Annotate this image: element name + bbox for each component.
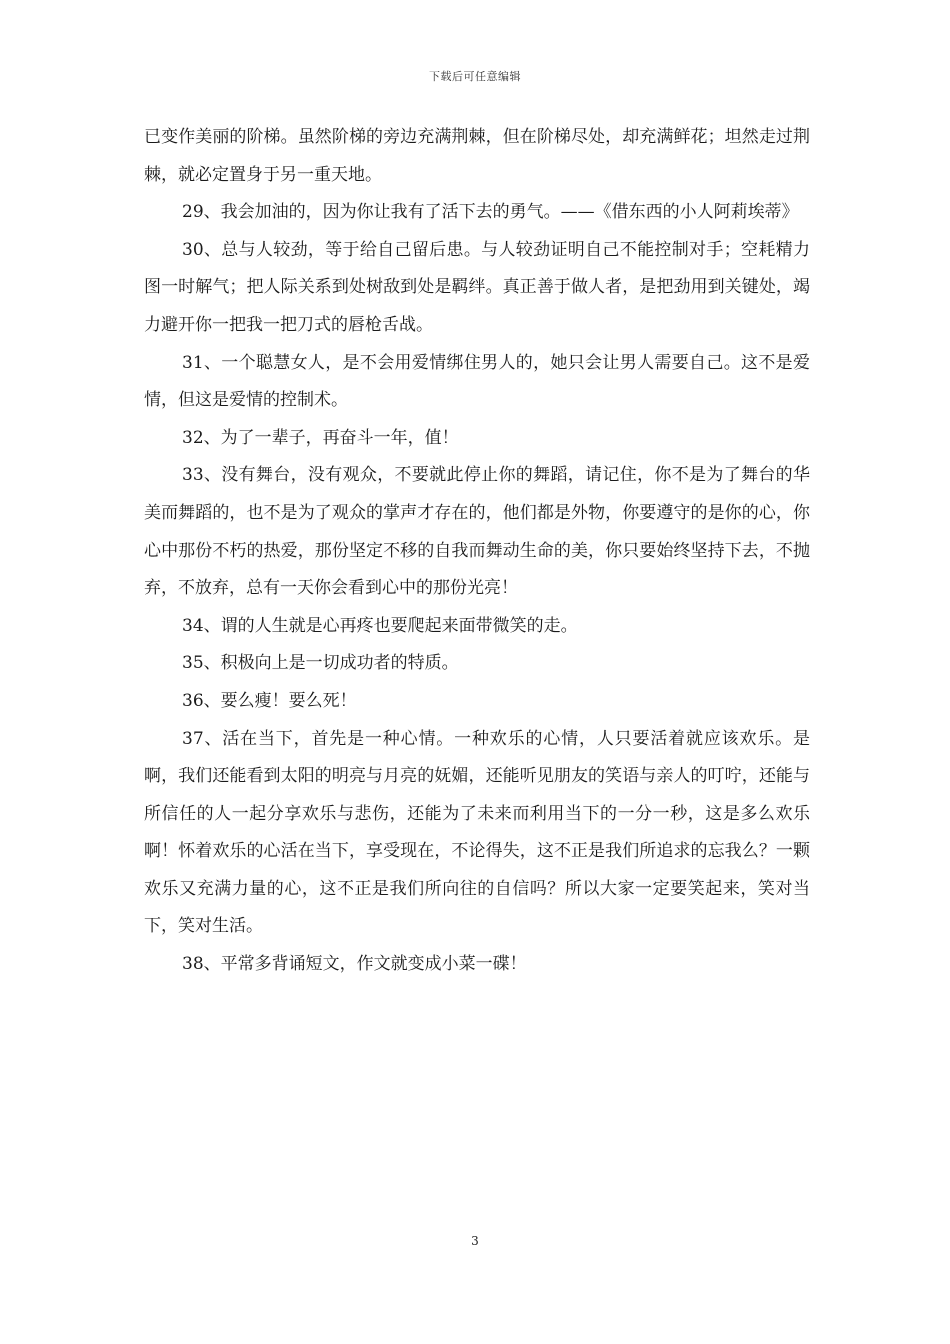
page-header: 下载后可任意编辑 [429, 70, 521, 83]
paragraph: 32、为了一辈子，再奋斗一年，值！ [182, 427, 459, 448]
paragraph: 37、活在当下，首先是一种心情。一种欢乐的心情，人只要活着就应该欢乐。是啊，我们还能看到太阳的明亮与月亮的妩媚，还能听见朋友的笑语与亲人的叮咛，还能与所信任的人一起分享欢乐与悲伤，还能为了未来而利用当下的一分一秒，这是多么欢乐啊！怀着欢乐的心活在当下，享受现在，不论得失，这不正是我们所追求的忘我么？一颗欢乐又充满力量的心，这不正是我们所向往的自信吗？所以大家一定要笑起来，笑对当下，笑对生活。 [144, 728, 810, 937]
paragraph: 38、平常多背诵短文，作文就变成小菜一碟！ [182, 954, 527, 975]
paragraph: 29、我会加油的，因为你让我有了活下去的勇气。——《借东西的小人阿莉埃蒂》 [182, 202, 799, 223]
paragraph: 33、没有舞台，没有观众，不要就此停止你的舞蹈，请记住，你不是为了舞台的华美而舞蹈的，也不是为了观众的掌声才存在的，他们都是外物，你要遵守的是你的心，你心中那份不朽的热爱，那份坚定不移的自我而舞动生命的美，你只要始终坚持下去，不抛弃，不放弃，总有一天你会看到心中的那份光亮！ [144, 465, 810, 599]
document-body [144, 119, 810, 984]
paragraph: 36、要么瘦！要么死！ [182, 690, 357, 711]
paragraph: 34、谓的人生就是心再疼也要爬起来面带微笑的走。 [182, 615, 578, 636]
page-number: 3 [471, 1234, 479, 1248]
paragraph: 31、一个聪慧女人，是不会用爱情绑住男人的，她只会让男人需要自己。这不是爱情，但这是爱情的控制术。 [144, 352, 810, 411]
paragraph: 30、总与人较劲，等于给自己留后患。与人较劲证明自己不能控制对手；空耗精力图一时解气；把人际关系到处树敌到处是羁绊。真正善于做人者，是把劲用到关键处，竭力避开你一把我一把刀式的唇枪舌战。 [144, 239, 810, 335]
paragraph: 35、积极向上是一切成功者的特质。 [182, 653, 459, 674]
paragraph: 已变作美丽的阶梯。虽然阶梯的旁边充满荆棘，但在阶梯尽处，却充满鲜花；坦然走过荆棘，就必定置身于另一重天地。 [144, 127, 810, 185]
